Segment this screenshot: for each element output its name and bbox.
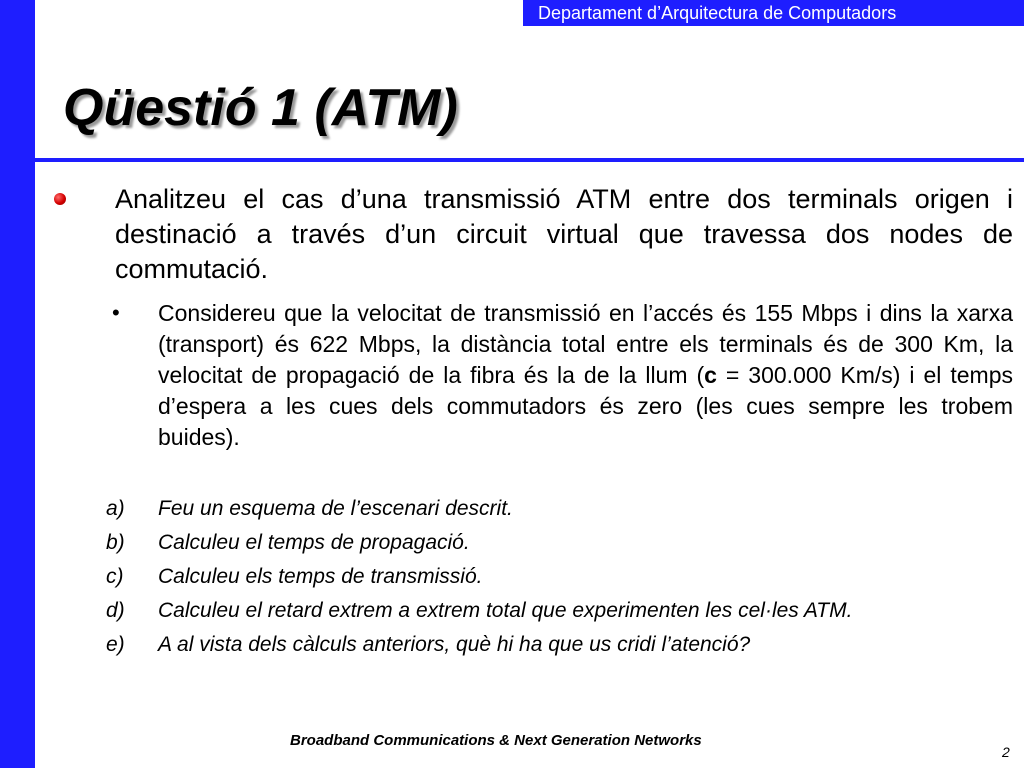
question-item-d <box>106 596 852 630</box>
question-text: Calculeu el retard extrem a extrem total que experimenten les cel·les ATM. <box>158 599 853 622</box>
left-accent-bar <box>0 0 35 768</box>
question-marker: d) <box>106 599 125 622</box>
question-text: Calculeu el temps de propagació. <box>158 531 470 554</box>
title-divider <box>35 158 1024 162</box>
sub-bullet-text-end: = 300.000 Km/s) i el temps d’espera a les cues dels commutadors és zero (les cues sempre les trobem buides). <box>158 362 1013 450</box>
sub-bullet-text-start: Considereu que la velocitat de transmissió en l’accés és 155 Mbps i dins la xarxa (transport) és 622 Mbps, la distància total entre els terminals és de 300 Km, la velocitat de propagació de la fibra és la de la llum ( <box>158 300 1013 388</box>
department-banner: Departament d’Arquitectura de Computadors <box>523 0 1024 26</box>
question-text: Feu un esquema de l’escenari descrit. <box>158 497 513 520</box>
question-item-a <box>106 494 852 528</box>
slide-title: Qüestió 1 (ATM) <box>63 79 458 137</box>
question-marker: c) <box>106 565 124 588</box>
question-text: A al vista dels càlculs anteriors, què hi ha que us cridi l’atenció? <box>158 633 751 656</box>
footer-course-title: Broadband Communications & Next Generation Networks <box>290 732 702 749</box>
question-marker: a) <box>106 497 125 520</box>
question-item-c <box>106 562 852 596</box>
page-number: 2 <box>1002 744 1010 760</box>
speed-of-light-symbol: c <box>704 362 717 388</box>
question-marker: e) <box>106 633 125 656</box>
question-item-e <box>106 630 852 664</box>
question-marker: b) <box>106 531 125 554</box>
question-text: Calculeu els temps de transmissió. <box>158 565 483 588</box>
question-list <box>106 494 852 664</box>
main-bullet-text: Analitzeu el cas d’una transmissió ATM entre dos terminals origen i destinació a través d’un circuit virtual que travessa dos nodes de commutació. <box>115 184 1013 284</box>
question-item-b <box>106 528 852 562</box>
sub-bullet-text <box>158 298 1013 453</box>
sub-bullet-marker: • <box>112 300 120 325</box>
red-ball-bullet-icon <box>54 193 66 205</box>
